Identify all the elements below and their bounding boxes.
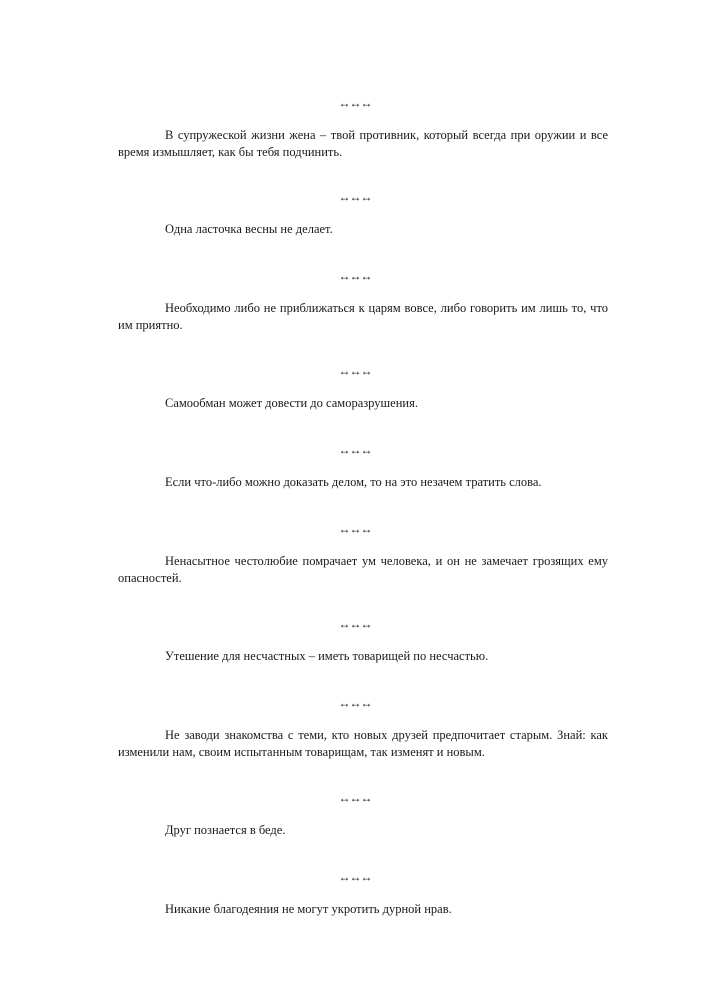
quote-paragraph: В супружеской жизни жена – твой противник, который всегда при оружии и все время измышляет, как бы тебя подчинить. — [118, 128, 608, 159]
separator-arrows: ↔↔↔ — [338, 870, 372, 884]
quote-paragraph: Не заводи знакомства с теми, кто новых друзей предпочитает старым. Знай: как изменили нам, своим испытанным товарищам, так изменят и новым. — [118, 728, 608, 759]
quote-paragraph: Одна ласточка весны не делает. — [165, 222, 333, 236]
quote-paragraph: Ненасытное честолюбие помрачает ум человека, и он не замечает грозящих ему опасностей. — [118, 554, 608, 585]
quote-paragraph: Друг познается в беде. — [165, 823, 286, 837]
separator-arrows: ↔↔↔ — [338, 190, 372, 204]
quote-paragraph: Самообман может довести до саморазрушения. — [165, 396, 418, 410]
separator-arrows: ↔↔↔ — [338, 617, 372, 631]
quote-paragraph: Утешение для несчастных – иметь товарищей по несчастью. — [165, 649, 489, 663]
separator-arrows: ↔↔↔ — [338, 96, 372, 110]
quote-paragraph: Необходимо либо не приближаться к царям вовсе, либо говорить им лишь то, что им приятно. — [118, 301, 608, 332]
quote-paragraph: Никакие благодеяния не могут укротить дурной нрав. — [165, 902, 452, 916]
quote-paragraph: Если что-либо можно доказать делом, то на это незачем тратить слова. — [165, 475, 542, 489]
separator-arrows: ↔↔↔ — [338, 364, 372, 378]
separator-arrows: ↔↔↔ — [338, 269, 372, 283]
separator-arrows: ↔↔↔ — [338, 791, 372, 805]
separator-arrows: ↔↔↔ — [338, 522, 372, 536]
separator-arrows: ↔↔↔ — [338, 443, 372, 457]
separator-arrows: ↔↔↔ — [338, 696, 372, 710]
